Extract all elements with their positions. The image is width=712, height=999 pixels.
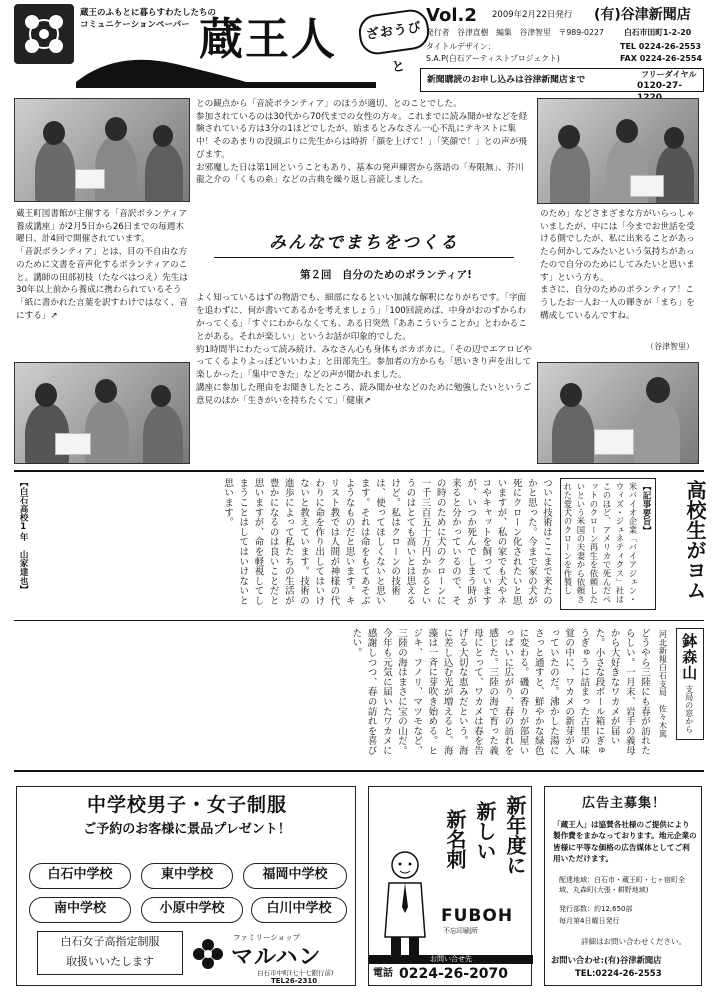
publisher-fax: FAX 0224-26-2554: [620, 54, 702, 63]
shop-tag: ファミリーショップ: [233, 933, 301, 942]
photo-class-bottom-right: [537, 362, 699, 464]
recruit-area: 配達地域：白石市・蔵王町・七ヶ宿町全域、丸森町(大張・耕野地域): [559, 876, 685, 895]
vol-number: Vol.2: [426, 5, 477, 26]
meishi-col-3: 新名刺: [443, 809, 467, 869]
staff-line-1: 発行者 谷津直樹 編集 谷津智里 〒989-0227: [426, 28, 604, 37]
student-column-header: 高校生がヨム: [683, 480, 707, 600]
meishi-phone: 0224-26-2070: [399, 966, 509, 982]
subscribe-text: 新聞購読のお申し込みは谷津新聞店まで: [427, 75, 586, 85]
recruit-detail: 詳細はお問い合わせください。: [581, 937, 686, 946]
meishi-brand: FUBOH: [441, 906, 514, 926]
photo-class-bottom-left: [14, 362, 190, 464]
feature-body: よく知っているはずの物語でも、細部になるといい加減な解釈になりがちです。「字面を追わずに、何が書いてあるかを考えましょう」「100回読めば、中身がおのずからわかってくる」「すぐにわからなくても、ある日突然『ああこういうことか』とわかることがある。それが楽しい」というお話が印象的でした。 約1時間半にわたって読み続け、みなさん心も身体もポカポカに。「その辺でエアロビやってくるよりよっぽどいいわよ」と田部先生。参加者の方からも「思いきり声を出して楽しかった」「集中できた」などの声が聞かれました。 講座に参加した理由をお聞きしたところ、読み聞かせなどのために勉強したいというご意見のほか「生きがいを持ちたくて」「健康↗: [196, 293, 532, 407]
student-author: 【白石高校1年 山家達也】: [18, 478, 29, 594]
meishi-phone-label: 電話: [373, 968, 393, 979]
uniform-subtitle: ご予約のお客様に景品プレゼント！: [83, 822, 291, 837]
meishi-ad: [368, 786, 532, 986]
logo-flower-icon: [14, 4, 74, 64]
issue-date: 2009年2月22日発行: [492, 10, 573, 20]
student-note-title: 【記事要旨】: [641, 482, 651, 535]
school-fukuoka: 福岡中学校: [243, 863, 347, 889]
uniform-note-line-2: 取扱いいたします: [66, 955, 154, 968]
ads-divider: [14, 770, 704, 772]
publisher-address: 白石市田町1-2-20: [624, 28, 692, 37]
publisher-name: (有)谷津新聞店: [594, 7, 691, 23]
subscribe-banner: [420, 68, 704, 92]
uniform-title: 中学校男子・女子制服: [86, 794, 287, 816]
recruit-title: 広告主募集！: [581, 796, 666, 811]
staff-line-3: S.A.P(白石アーティストプロジェクト): [426, 54, 560, 63]
student-note-text: 米バイオ企業「バイアジェン・ウィズ・ジェネティクス」社はこのほど、アメリカで死んだペットのクローン再生を依頼したいという米国の夫妻から依頼された愛犬のクローンを作製し: [563, 482, 638, 604]
photo-class-top-left: [14, 98, 190, 202]
student-body-text: ついに技術はここまで来たのかと思った。今まで家の犬が死にクローン化されたいと思いますが、私の家でも犬やネコやキャットを飼っていますが、いつか死んでしまう時が来ると分かっているので、その時のために犬のクローンに一千三百五十万円かかるというのはとても高いとは思えるけど。私はクローンの技術は、使ってほしくないと思います。それは命をもてあそぶようなものだと思います。キリスト教では人間が神様の代わりに命を作り出してはいけないと教えています。技術の進歩によって私たちの生活が豊かになるのは良いことだと思いますが、命を軽視してしまうことはしてはいけないと思います。: [222, 478, 552, 606]
column-divider: [14, 620, 704, 621]
school-minami: 南中学校: [29, 897, 131, 923]
freedial-label: フリーダイヤル: [641, 70, 697, 79]
feature-col-left: 蔵王町図書館が主催する「音訳ボランティア養成講座」が2月5日から26日までの毎週木曜日、計4回で開催されています。 「音訳ボランティア」とは、目の不自由な方のために文書を音声化するボランティアのこと。講師の田部初枝（たなべはつえ）先生は30年以上前から養成に携わられているそう「紙に書かれた言葉を訳すわけではなく、音にする」↗: [16, 209, 188, 321]
kamiyama-body: [16, 628, 652, 764]
recruit-schedule: 毎月第4日曜日発行: [559, 917, 620, 925]
feature-byline: （谷津智里）: [646, 342, 694, 351]
catch-line-2: コミュニケーションペーパー: [80, 19, 190, 30]
shop-address: 白石市中町(七十七銀行前): [257, 969, 334, 977]
paper-title: 蔵王人: [199, 14, 337, 65]
freedial-number: 0120-27-: [637, 81, 683, 91]
feature-subheadline: 第２回 自分のためのボランティア!: [300, 269, 472, 281]
meishi-col-1: 新年度に: [503, 795, 527, 875]
publisher-tel: TEL 0224-26-2553: [620, 42, 702, 51]
masthead: [14, 4, 704, 94]
school-obara: 小原中学校: [141, 897, 243, 923]
recruit-copies: 発行部数：約12,650部: [559, 905, 633, 913]
uniform-note: [37, 931, 183, 975]
uniform-note-line-1: 白石女子高指定制服: [60, 935, 160, 948]
recruit-tel: TEL:0224-26-2553: [575, 969, 662, 979]
shop-tel: TEL26-2310: [271, 977, 318, 985]
recruit-body: 「蔵王人」は協賛各社様のご提供により製作費をまかなっております。地元企業の皆様に平等な価格の広告媒体としてご利用いただけます。: [553, 820, 697, 864]
advertiser-recruit-ad: [544, 786, 702, 986]
kamiyama-body-text: どうやら三陸にも春が訪れたらしい。一月末、岩手の義母から大好きなワカメが届いた。小さな段ボール箱にぎゅうぎゅうに詰まった古里の味覚の中に、ワカメの新芽が入っていたのだ。沸かした湯にさっと通すと、鮮やかな緑色に変わる。磯の香りが部屋いっぱいに広がり、春の訪れを感じた。三陸の海で育った義母にとって、ワカメは春を告げる大切な恵みだという。海に差し込む光が増えると、海藻は一斉に芽吹き始める。ヒジキ、フノリ、マツモなど、三陸の海はまさに宝の山だ。今年も元気に届いたワカメに感謝しつつ、春の訪れを喜びたい。: [350, 628, 650, 756]
recruit-contact: お問い合わせ:(有)谷津新聞店: [551, 955, 662, 965]
student-note-box: [560, 478, 656, 610]
kamiyama-subtitle: 支局の窓から: [684, 685, 694, 733]
kamiyama-author: 河北新報白石支局 佐々木篤: [658, 630, 668, 738]
paper-title-ruby: ざおうびと: [357, 7, 432, 56]
businessman-illustration-icon: [375, 847, 435, 957]
school-shirakawa: 白川中学校: [251, 897, 347, 923]
feature-headline: みんなでまちをつくる: [214, 232, 514, 258]
feature-col-mid: との観点から「音読ボランティア」のほうが適切、とのことでした。 参加されているのは30代から70代までの女性の方々。これまでに読み聞かせなどを経験されている方は3分の1ほどでしたが、始まるとみなさん一心不乱にテキストに集中！そのあまりの没頭ぶりに先生からは時折「顔を上げて！」「笑顔で！」との声が飛びます。 お邪魔した日は第1回ということもあり、基本の発声練習から落語の「寿限無」、芥川龍之介の「くもの糸」などの古典を繰り返し音読しました。: [196, 99, 528, 186]
section-divider: [14, 470, 704, 472]
kamiyama-title: 鉢森山: [680, 633, 699, 681]
staff-line-2: タイトルデザイン：: [426, 42, 496, 51]
meishi-col-2: 新しい: [473, 801, 497, 861]
meishi-brand-sub: 不忘印刷所: [443, 927, 478, 935]
catch-line-1: 蔵王のふもとに暮らすわたしたちの: [80, 8, 217, 18]
meishi-contact-label: お問い合せ先: [369, 955, 533, 964]
feature-col-right: のため」などさまざまな方がいらっしゃいましたが、中には「今までお世話を受ける側でしたが、私に出来ることがあったら何かしてみたいという気持ちがあったので自分のためにしてみたいと思います」という方も。 まさに、自分のためのボランティア！こうしたお一人お一人の輝きが「まち」を構成しているんですね。: [540, 209, 695, 321]
shop-flower-icon: [191, 937, 225, 971]
uniform-ad: [16, 786, 356, 986]
school-higashi: 東中学校: [141, 863, 233, 889]
school-shiroishi: 白石中学校: [29, 863, 131, 889]
shop-name: マルハン: [231, 945, 322, 970]
student-column-body: [36, 478, 554, 614]
kamiyama-header-box: [676, 628, 704, 740]
photo-class-top-right: [537, 98, 699, 204]
